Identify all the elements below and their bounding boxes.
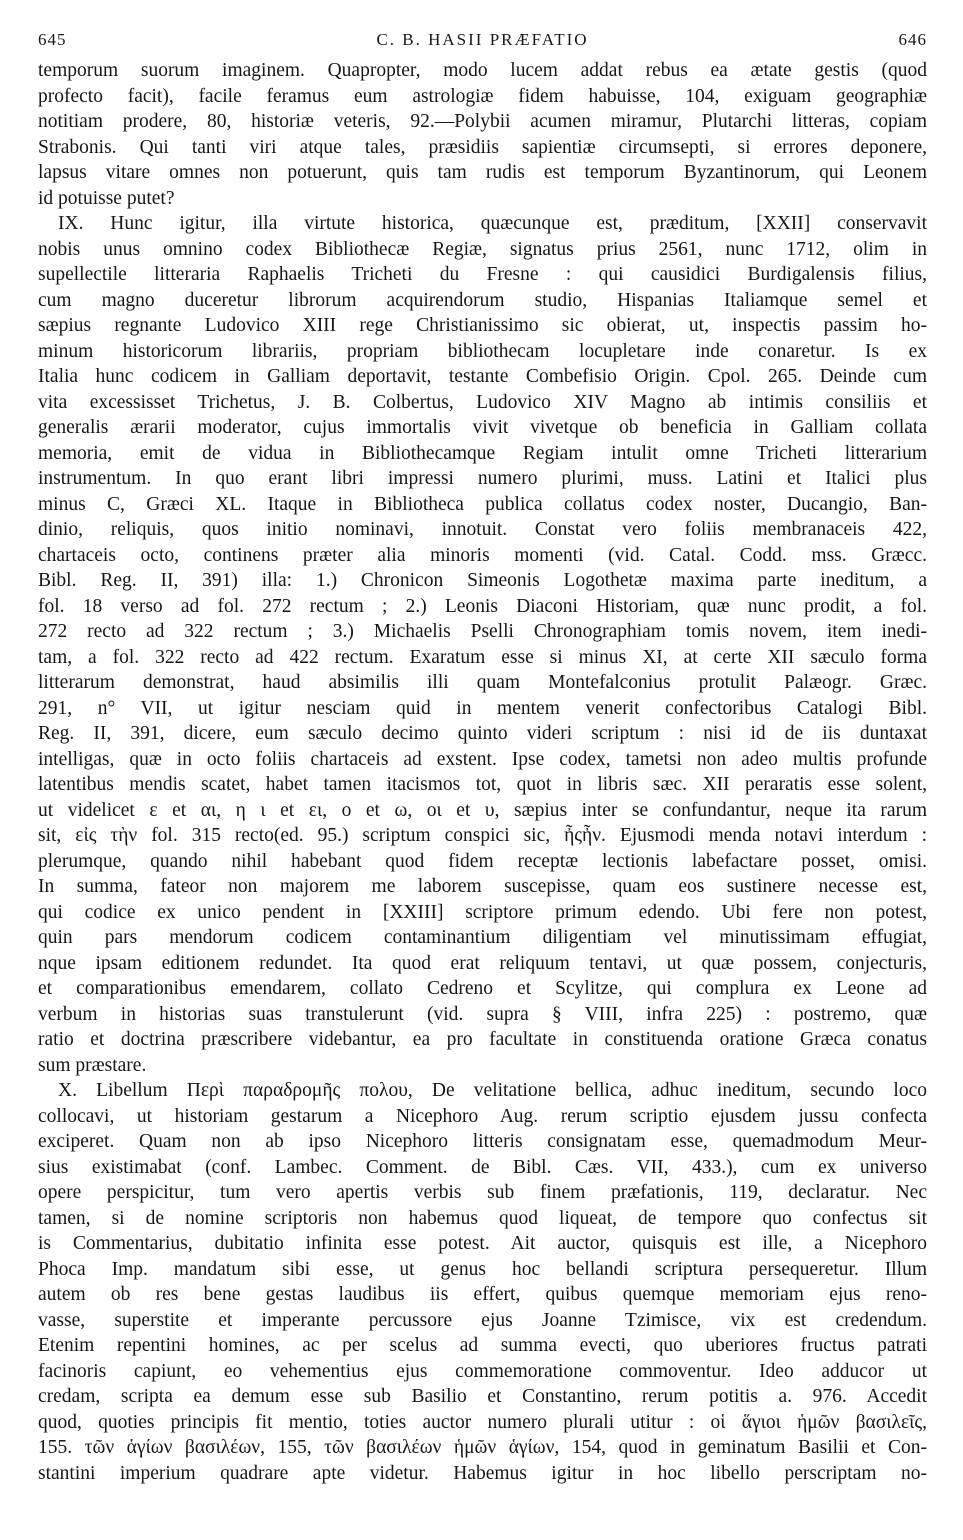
text-line: supellectile litteraria Raphaelis Tricheti du Fresne : qui causidici Burdigalensis filius, <box>38 264 927 285</box>
text-line: vasse, superstite et imperante percussore ejus Joanne Tzimisce, vix est credendum. <box>38 1309 927 1331</box>
text-line: Phoca Imp. mandatum sibi esse, ut genus hoc bellandi scriptura persequeretur. Illum <box>38 1258 927 1280</box>
body-text <box>38 58 927 1486</box>
text-line: collocavi, ut historiam gestarum a Nicephoro Aug. rerum scriptio ejusdem jussu confecta <box>38 1105 927 1127</box>
text-line: notitiam prodere, 80, historiæ veteris, 92.—Polybii acumen miramur, Plutarchi litteras, copiam <box>38 111 927 132</box>
text-line: generalis ærarii moderator, cujus immortalis vivit vivetque ob beneficia in Galliam collata <box>38 417 927 438</box>
text-line: sit, εἰς τὴν fol. 315 recto(ed. 95.) scriptum conspici sic, ἦςἦν. Ejusmodi menda notavi interdum : <box>38 825 927 846</box>
text-line: opere perspicitur, tum vero apertis verbis sub finem præfationis, 119, declaratur. Nec <box>38 1182 927 1203</box>
text-line: plerumque, quando nihil habebant quod fidem receptæ lectionis labefactare posset, omisi. <box>38 850 927 872</box>
text-line: In summa, fateor non majorem me laborem suscepisse, quam eos sustinere necesse est, <box>38 876 927 897</box>
text-line: quin pars mendorum codicem contaminantium diligentiam vel minutissimam effugiat, <box>38 927 927 948</box>
text-line: 291, n° VII, ut igitur nesciam quid in mentem venerit confectoribus Catalogi Bibl. <box>38 697 927 719</box>
text-line: Italia hunc codicem in Galliam deportavit, testante Combefisio Origin. Cpol. 265. Deinde cum <box>38 366 927 387</box>
running-title: C. B. HASII PRÆFATIO <box>376 30 589 49</box>
right-page-number: 646 <box>898 30 927 49</box>
text-line: Strabonis. Qui tanti viri atque tales, præsidiis sapientiæ circumsepti, si errores deponere, <box>38 136 927 158</box>
text-line: is Commentarius, dubitatio infinita esse potest. Ait auctor, quisquis est ille, a Nicephoro <box>38 1233 927 1254</box>
text-line: temporum suorum imaginem. Quapropter, modo lucem addat rebus ea ætate gestis (quod <box>38 60 927 81</box>
running-header <box>38 30 927 58</box>
text-line: Etenim repentini homines, ac per scelus ad summa evecti, quo uberiores fructus patrati <box>38 1335 927 1356</box>
text-line: id potuisse putet? <box>38 187 175 209</box>
text-line: dinio, reliquis, quos initio nominavi, innotuit. Constat vero foliis membranaceis 422, <box>38 519 927 540</box>
text-line: sius existimabat (conf. Lambec. Comment. de Bibl. Cæs. VII, 433.), cum ex universo <box>38 1156 927 1178</box>
text-line: exciperet. Quam non ab ipso Nicephoro litteris consignatam esse, quemadmodum Meur- <box>38 1131 927 1152</box>
text-line: nque ipsam editionem redundet. Ita quod erat reliquum tentavi, ut quæ possem, conjecturis, <box>38 952 927 974</box>
text-line: autem ob res bene gestas laudibus iis effert, quibus quemque memoriam ejus reno- <box>38 1284 927 1305</box>
text-line: minum historicorum librariis, propriam bibliothecam locupletare inde conaretur. Is ex <box>38 340 927 362</box>
text-line: memoria, emit de vidua in Bibliothecamque Regiam intulit omne Tricheti litterarium <box>38 442 927 464</box>
text-line: chartaceis octo, continens præter alia minoris momenti (vid. Catal. Codd. mss. Græcc. <box>38 544 927 566</box>
text-line: tamen, si de nomine scriptoris non habemus quod liqueat, de tempore quo confectus sit <box>38 1207 927 1229</box>
text-line: verbum in historias suas transtulerunt (vid. supra § VIII, infra 225) : postremo, quæ <box>38 1003 927 1025</box>
text-line: intelligas, quæ in octo foliis chartaceis ad exstent. Ipse codex, tametsi non adeo multis profunde <box>38 748 927 770</box>
text-line: cum magno duceretur librorum acquirendorum studio, Hispanias Italiamque semel et <box>38 289 927 311</box>
text-line: IX. Hunc igitur, illa virtute historica, quæcunque est, præditum, [XXII] conservavit <box>58 213 927 234</box>
text-line: stantini imperium quadrare apte videtur. Habemus igitur in hoc libello perscriptam no- <box>38 1462 927 1484</box>
text-line: latentibus mendis scatet, habet tamen itacismos tot, quot in libris sæc. XII peraratis esse solent, <box>38 774 927 795</box>
text-line: fol. 18 verso ad fol. 272 rectum ; 2.) Leonis Diaconi Historiam, quæ nunc prodit, a fol. <box>38 595 927 617</box>
text-line: quod, quoties principis fit mentio, toties auctor numero plurali utitur : οἱ ἅγιοι ἡμῶν βασιλεῖς, <box>38 1411 927 1433</box>
text-line: Bibl. Reg. II, 391) illa: 1.) Chronicon Simeonis Logothetæ maxima parte ineditum, a <box>38 570 927 591</box>
text-line: facinoris capiunt, eo vehementius ejus commemoratione commoventur. Ideo adducor ut <box>38 1360 927 1382</box>
text-line: Reg. II, 391, dicere, eum sæculo decimo quinto videri scriptum : nisi id de iis duntaxat <box>38 723 927 744</box>
text-line: 155. τῶν ἁγίων βασιλέων, 155, τῶν βασιλέων ἡμῶν ἁγίων, 154, quod in geminatum Basilii et Con- <box>38 1437 927 1458</box>
left-page-number: 645 <box>38 30 67 49</box>
text-line: qui codice ex unico pendent in [XXIII] scriptore primum edendo. Ubi fere non potest, <box>38 901 927 923</box>
text-line: profecto facit), facile feramus eum astrologiæ fidem habuisse, 104, exiguam geographiæ <box>38 85 927 107</box>
text-line: ut videlicet ε et αι, η ι et ει, ο et ω, οι et υ, sæpius inter se confundantur, neque ita rarum <box>38 799 927 821</box>
text-line: sæpius regnante Ludovico XIII rege Christianissimo sic obierat, ut, inspectis passim ho- <box>38 315 927 336</box>
text-line: ratio et doctrina præscribere videbantur, ea pro facultate in constituenda oratione Græca conatus <box>38 1029 927 1050</box>
text-line: et comparationibus emendarem, collato Cedreno et Scylitze, qui complura ex Leone ad <box>38 978 927 999</box>
text-line: minus C, Græci XL. Itaque in Bibliotheca publica collatus codex noster, Ducangio, Ban- <box>38 493 927 515</box>
text-line: X. Libellum Περὶ παραδρομῆς πολου, De velitatione bellica, adhuc ineditum, secundo loco <box>58 1080 927 1101</box>
text-line: tam, a fol. 322 recto ad 422 rectum. Exaratum esse si minus XI, at certe XII sæculo forma <box>38 646 927 668</box>
text-line: 272 recto ad 322 rectum ; 3.) Michaelis Pselli Chronographiam tomis novem, item inedi- <box>38 621 927 642</box>
text-line: instrumentum. In quo erant libri impressi numero plurimi, muss. Latini et Italici plus <box>38 468 927 489</box>
text-line: credam, scripta ea demum esse sub Basilio et Constantino, rerum potitis a. 976. Accedit <box>38 1386 927 1407</box>
text-line: nobis unus omnino codex Bibliothecæ Regiæ, signatus prius 2561, nunc 1712, olim in <box>38 238 927 260</box>
text-line: litterarum demonstrat, haud absimilis illi quam Montefalconius protulit Palæogr. Græc. <box>38 672 927 693</box>
text-line: lapsus vitare omnes non potuerunt, quis tam rudis est temporum Byzantinorum, qui Leonem <box>38 162 927 183</box>
text-line: vita excessisset Trichetus, J. B. Colbertus, Ludovico XIV Magno ab intimis consiliis et <box>38 391 927 413</box>
text-line: sum præstare. <box>38 1054 147 1076</box>
